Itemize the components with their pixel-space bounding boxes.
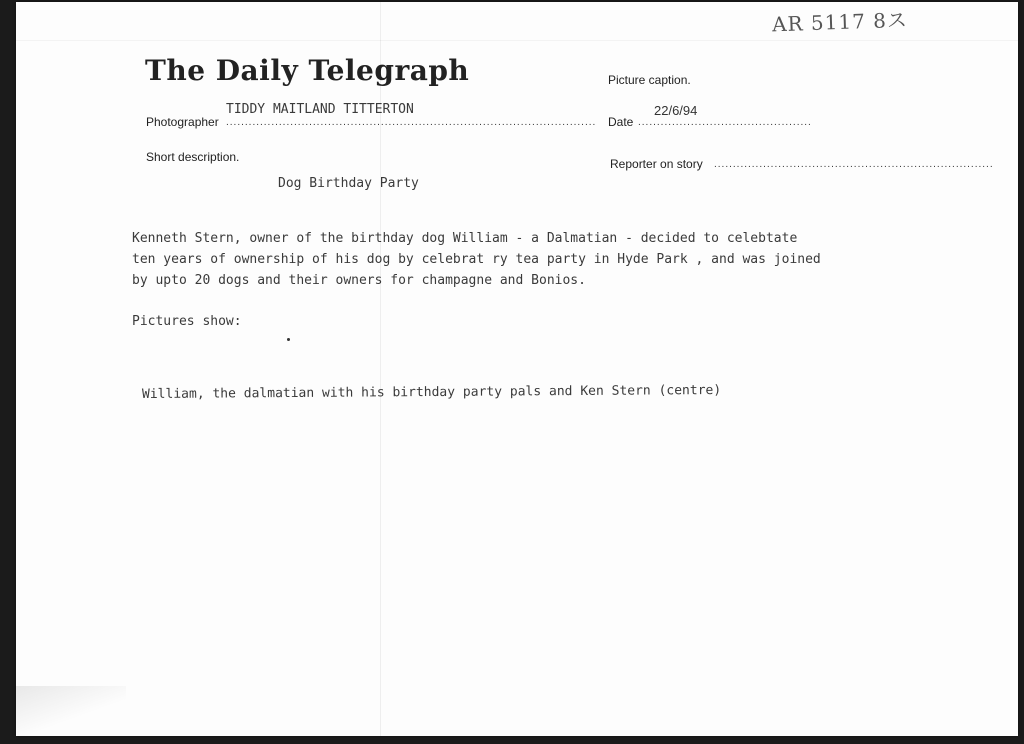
date-value: 22/6/94: [654, 103, 698, 118]
caption-sheet: [16, 2, 1018, 736]
ink-speck: [287, 338, 290, 341]
archive-number: AR 5117 8ス: [771, 7, 909, 37]
date-label: Date: [608, 115, 634, 129]
date-dotted-line: ..............................................: [638, 117, 812, 128]
paper-curl: [16, 686, 126, 736]
newspaper-masthead: The Daily Telegraph: [145, 54, 470, 87]
reporter-label: Reporter on story: [610, 157, 703, 171]
short-description-value: Dog Birthday Party: [278, 176, 419, 191]
photographer-label: Photographer: [146, 115, 219, 129]
photographer-value: TIDDY MAITLAND TITTERTON: [226, 102, 414, 117]
pictures-show-label: Pictures show:: [132, 314, 242, 329]
short-description-label: Short description.: [146, 150, 240, 164]
body-line-3: by upto 20 dogs and their owners for champagne and Bonios.: [132, 273, 586, 288]
photographer-dotted-line: ..................................................................................................: [226, 117, 597, 128]
paper-crease: [16, 40, 1018, 41]
picture-caption-label: Picture caption.: [608, 73, 691, 87]
body-line-1: Kenneth Stern, owner of the birthday dog William - a Dalmatian - decided to celebtate: [132, 231, 798, 246]
pictures-show-caption: William, the dalmatian with his birthday party pals and Ken Stern (centre): [141, 382, 722, 403]
body-line-2: ten years of ownership of his dog by celebrat ry tea party in Hyde Park , and was joined: [132, 252, 821, 267]
reporter-dotted-line: ..........................................................................: [714, 159, 994, 170]
